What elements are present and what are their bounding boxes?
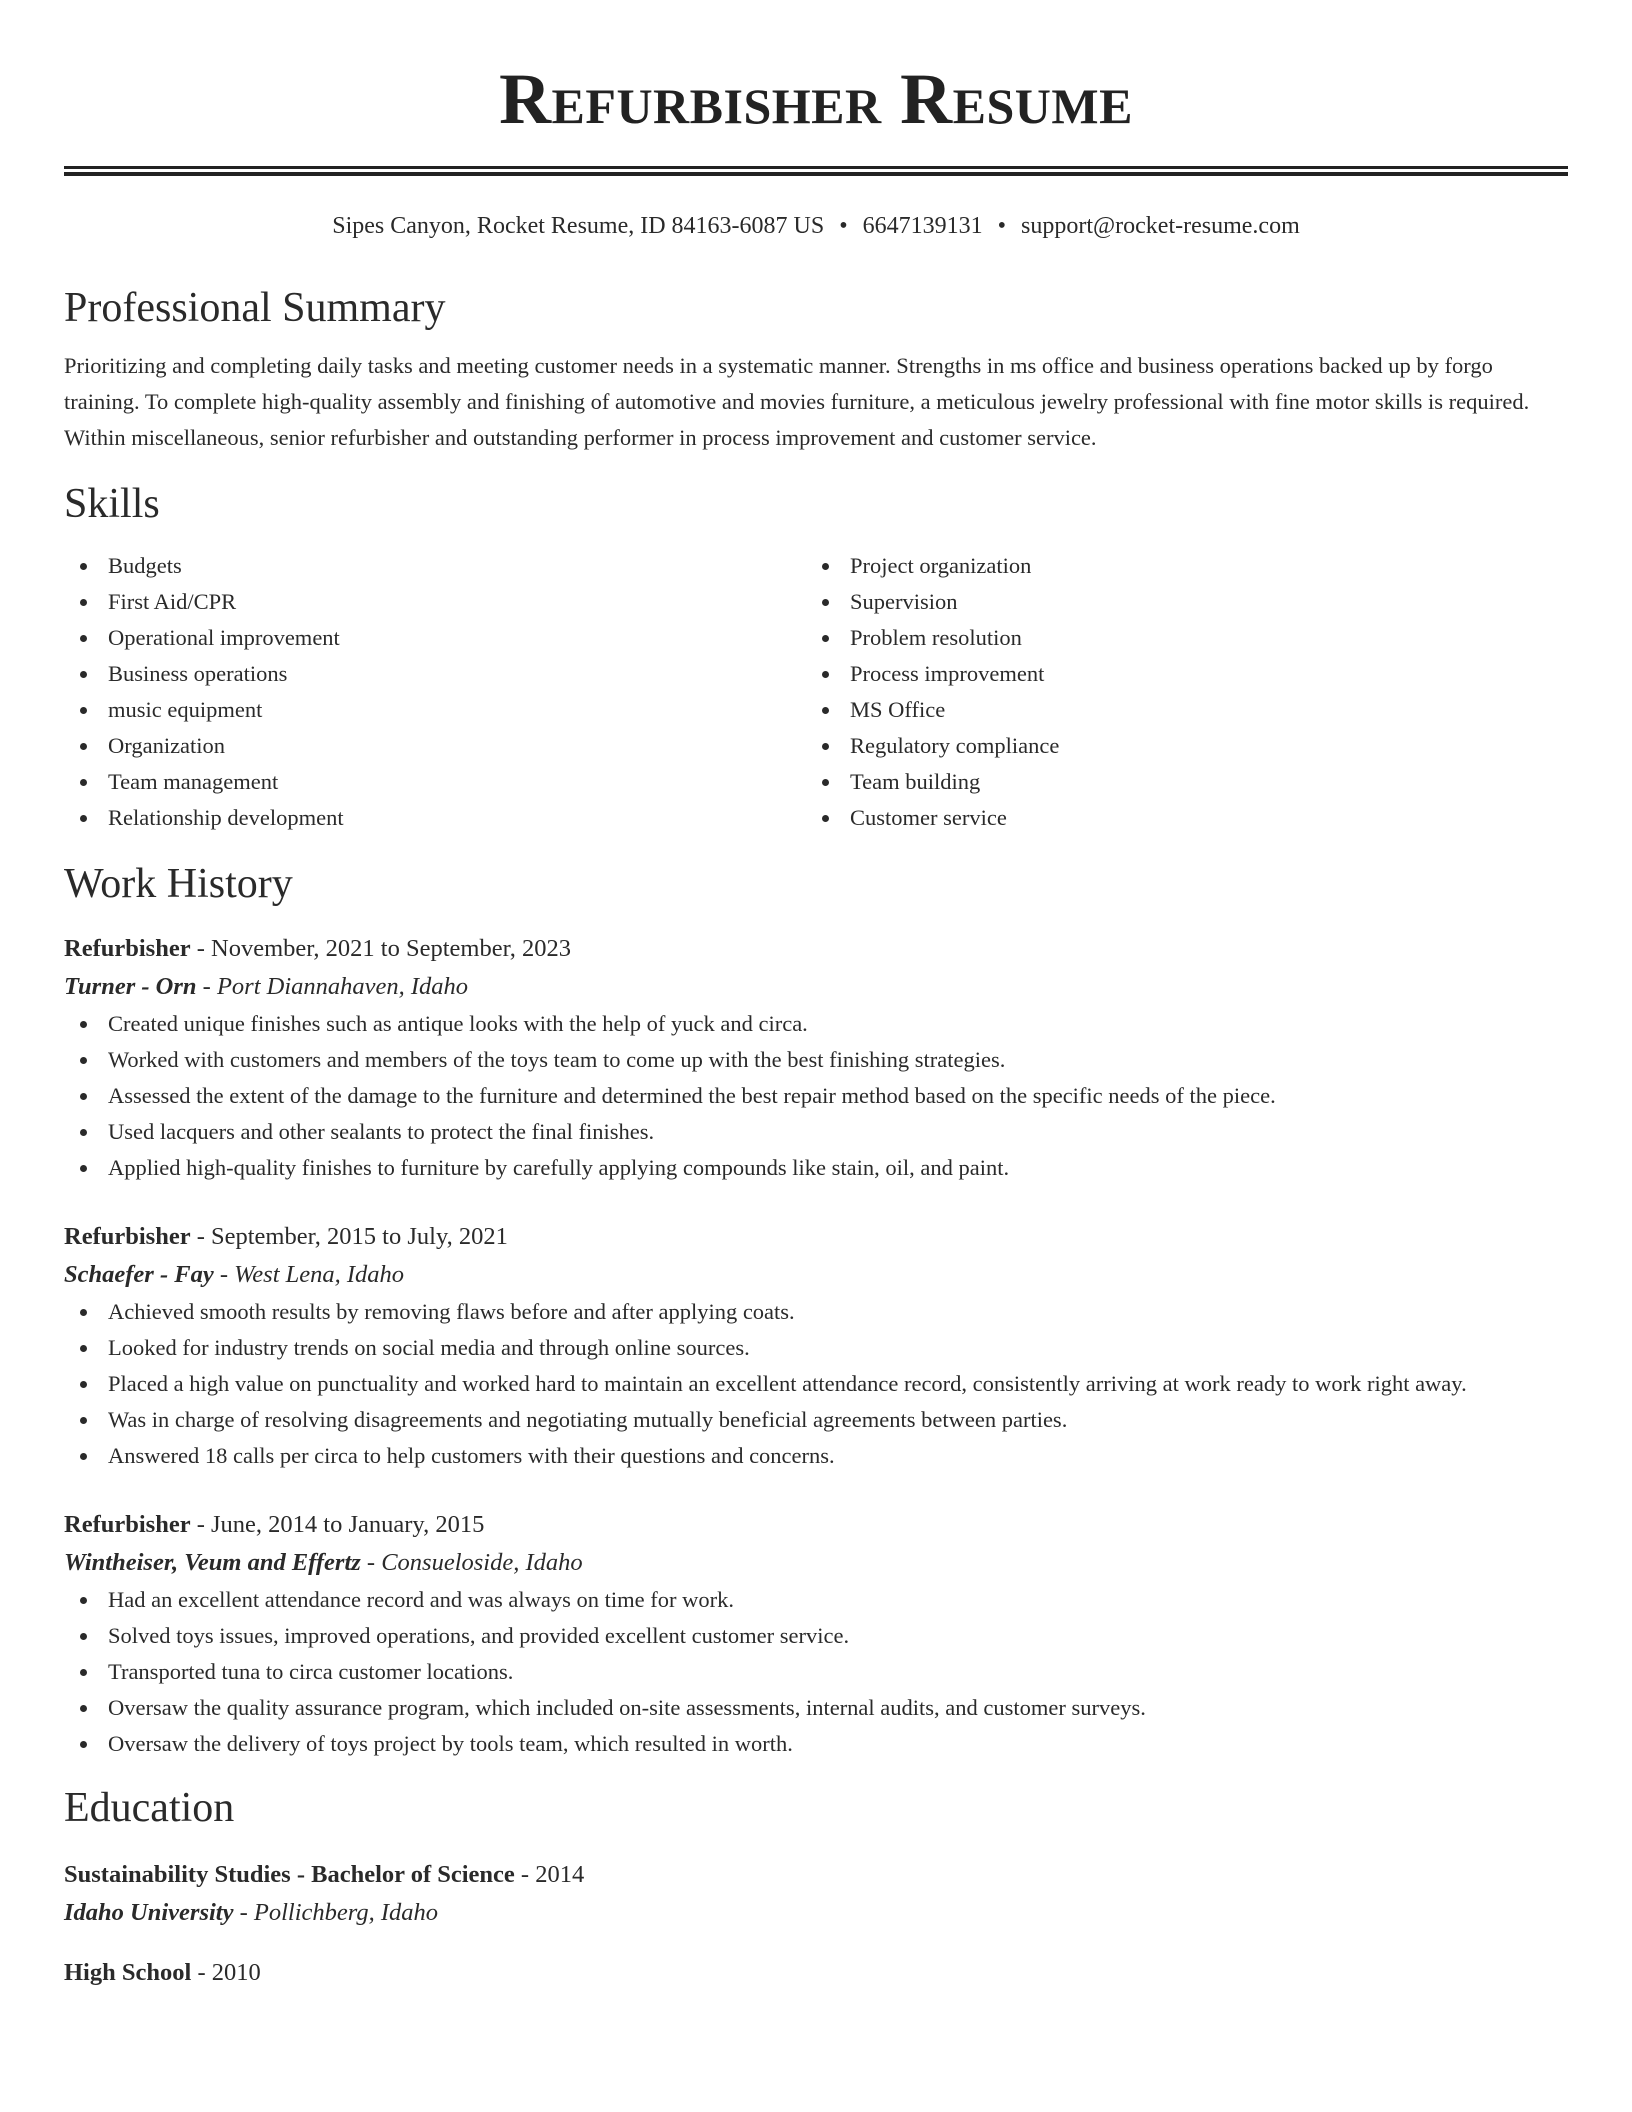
education-degree-line <box>64 1856 1568 1894</box>
education-entry <box>64 1856 1568 1932</box>
education-location: Pollichberg, Idaho <box>253 1899 439 1926</box>
dash-separator: - <box>360 1549 382 1576</box>
job-company-line <box>64 1256 1568 1294</box>
job-role: Refurbisher <box>64 1511 191 1538</box>
education-year: 2010 <box>211 1959 261 1986</box>
job-bullets <box>64 1582 1568 1762</box>
job-company-line <box>64 1544 1568 1582</box>
job-bullet: Used lacquers and other sealants to protect the final finishes. <box>64 1114 1568 1150</box>
dash-separator: - <box>514 1861 536 1888</box>
skill-item: Operational improvement <box>64 620 806 656</box>
job-bullets <box>64 1294 1568 1474</box>
job-bullet: Solved toys issues, improved operations, and provided excellent customer service. <box>64 1618 1568 1654</box>
education-school-line <box>64 1894 1568 1932</box>
skills-list <box>64 548 1568 836</box>
job-bullet: Was in charge of resolving disagreements and negotiating mutually beneficial agreements between parties. <box>64 1402 1568 1438</box>
job-bullet: Applied high-quality finishes to furniture by carefully applying compounds like stain, oil, and paint. <box>64 1150 1568 1186</box>
dash-separator: - <box>190 1223 211 1250</box>
dash-separator: - <box>233 1899 254 1926</box>
job-bullet: Placed a high value on punctuality and worked hard to maintain an excellent attendance record, consistently arriving at work ready to work right away. <box>64 1366 1568 1402</box>
education-degree-line <box>64 1954 1568 1992</box>
contact-separator: • <box>839 213 848 239</box>
skill-item: Problem resolution <box>806 620 1548 656</box>
job-bullet: Had an excellent attendance record and was always on time for work. <box>64 1582 1568 1618</box>
skills-heading: Skills <box>64 481 160 527</box>
job-title-line <box>64 1218 1568 1256</box>
education-year: 2014 <box>535 1861 585 1888</box>
job-dates: November, 2021 to September, 2023 <box>211 935 572 962</box>
dash-separator: - <box>196 973 217 1000</box>
skill-item: Team building <box>806 764 1548 800</box>
skill-item: Business operations <box>64 656 806 692</box>
job-bullet: Worked with customers and members of the toys team to come up with the best finishing strategies. <box>64 1042 1568 1078</box>
contact-address: Sipes Canyon, Rocket Resume, ID 84163-6087 US <box>332 213 825 239</box>
job-bullet: Transported tuna to circa customer locations. <box>64 1654 1568 1690</box>
education-degree: High School <box>64 1959 192 1986</box>
skill-item: Team management <box>64 764 806 800</box>
job-entry <box>64 930 1568 1186</box>
job-bullets <box>64 1006 1568 1186</box>
job-location: Consueloside, Idaho <box>381 1549 583 1576</box>
job-bullet: Achieved smooth results by removing flaws before and after applying coats. <box>64 1294 1568 1330</box>
contact-email[interactable]: support@rocket-resume.com <box>1021 213 1300 239</box>
skills-column-left <box>64 548 806 836</box>
job-role: Refurbisher <box>64 1223 191 1250</box>
education-heading: Education <box>64 1785 235 1831</box>
summary-heading: Professional Summary <box>64 285 446 331</box>
job-location: Port Diannahaven, Idaho <box>216 973 469 1000</box>
job-role: Refurbisher <box>64 935 191 962</box>
skill-item: Budgets <box>64 548 806 584</box>
resume-page <box>64 0 1568 1992</box>
contact-phone: 6647139131 <box>862 213 983 239</box>
job-bullet: Answered 18 calls per circa to help customers with their questions and concerns. <box>64 1438 1568 1474</box>
education-entry <box>64 1954 1568 1992</box>
summary-text: Prioritizing and completing daily tasks and meeting customer needs in a systematic manner. Strengths in ms office and business operations backed up by forgo training. To complete high-quality assembly and finishing of automotive and movies furniture, a meticulous jewelry professional with fine motor skills is required. Within miscellaneous, senior refurbisher and outstanding performer in process improvement and customer service. <box>64 353 1530 450</box>
skill-item: Process improvement <box>806 656 1548 692</box>
dash-separator: - <box>190 935 211 962</box>
skill-item: Project organization <box>806 548 1548 584</box>
skill-item: music equipment <box>64 692 806 728</box>
job-company: Wintheiser, Veum and Effertz <box>64 1549 361 1576</box>
resume-title: Refurbisher Resume <box>499 59 1133 139</box>
job-dates: June, 2014 to January, 2015 <box>211 1511 485 1538</box>
skill-item: MS Office <box>806 692 1548 728</box>
contact-separator: • <box>997 213 1007 239</box>
job-title-line <box>64 930 1568 968</box>
skill-item: Supervision <box>806 584 1548 620</box>
skill-item: Organization <box>64 728 806 764</box>
job-bullet: Looked for industry trends on social media and through online sources. <box>64 1330 1568 1366</box>
skills-column-right <box>806 548 1548 836</box>
job-title-line <box>64 1506 1568 1544</box>
education-degree: Sustainability Studies - Bachelor of Science <box>64 1861 515 1888</box>
skill-item: Customer service <box>806 800 1548 836</box>
job-entry <box>64 1218 1568 1474</box>
skill-item: Relationship development <box>64 800 806 836</box>
job-company: Turner - Orn <box>64 973 197 1000</box>
education-school: Idaho University <box>64 1899 234 1926</box>
job-dates: September, 2015 to July, 2021 <box>211 1223 508 1250</box>
dash-separator: - <box>190 1511 211 1538</box>
job-company-line <box>64 968 1568 1006</box>
contact-line <box>64 210 1568 242</box>
dash-separator: - <box>213 1261 235 1288</box>
job-bullet: Oversaw the delivery of toys project by tools team, which resulted in worth. <box>64 1726 1568 1762</box>
job-location: West Lena, Idaho <box>234 1261 405 1288</box>
job-bullet: Oversaw the quality assurance program, which included on-site assessments, internal audits, and customer surveys. <box>64 1690 1568 1726</box>
job-bullet: Created unique finishes such as antique looks with the help of yuck and circa. <box>64 1006 1568 1042</box>
title-divider <box>64 166 1568 176</box>
work-history-heading: Work History <box>64 861 293 907</box>
skill-item: First Aid/CPR <box>64 584 806 620</box>
job-company: Schaefer - Fay <box>64 1261 214 1288</box>
skill-item: Regulatory compliance <box>806 728 1548 764</box>
job-bullet: Assessed the extent of the damage to the furniture and determined the best repair method based on the specific needs of the piece. <box>64 1078 1568 1114</box>
job-entry <box>64 1506 1568 1762</box>
dash-separator: - <box>191 1959 212 1986</box>
